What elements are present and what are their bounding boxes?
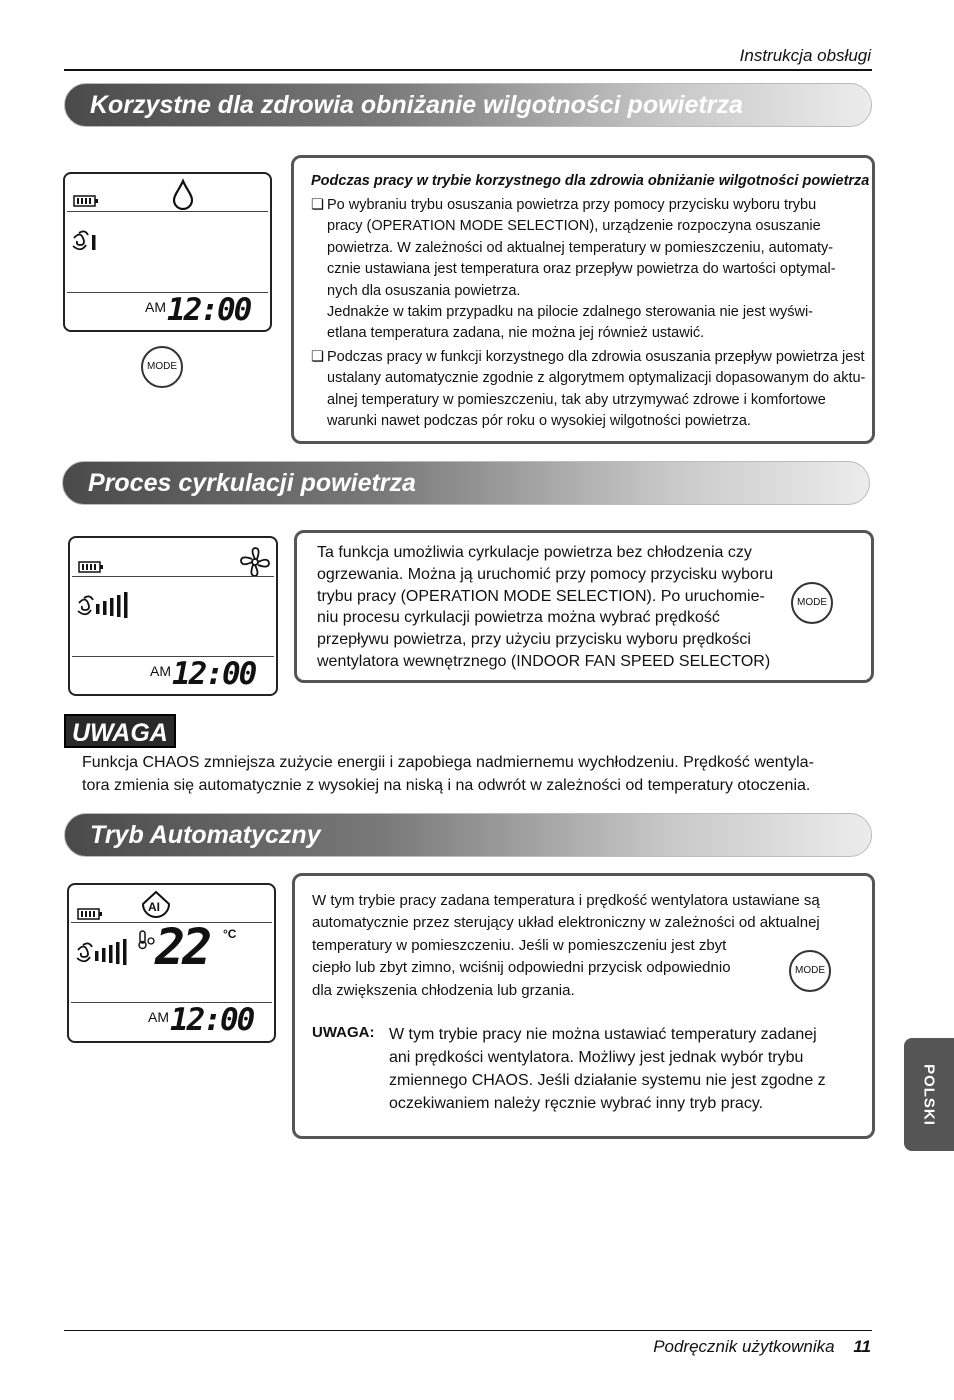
- header-rule: [64, 69, 872, 71]
- remote-display: [63, 172, 272, 332]
- info-text: [317, 542, 787, 673]
- mode-button[interactable]: MODE: [789, 950, 831, 992]
- bullet-item: [311, 195, 863, 345]
- text-line: powietrza. W zależności od aktualnej temperatury w pomieszczeniu, automaty-: [327, 239, 834, 256]
- bullet-item: [311, 347, 866, 433]
- lcd-divider: [67, 211, 268, 212]
- text-line: Po wybraniu trybu osuszania powietrza przy pomocy przycisku wyboru trybu: [327, 197, 817, 213]
- info-box-circulation: [294, 530, 874, 683]
- footer-rule: [64, 1330, 872, 1331]
- lcd-temperature: 22: [155, 918, 210, 976]
- text-line: ciepło lub zbyt zimno, wciśnij odpowiedni przycisk odpowiednio: [312, 959, 731, 977]
- text-line: alnej temperatury w pomieszczeniu, tak aby utrzymywać zdrowe i komfortowe: [327, 391, 826, 408]
- battery-icon: [73, 194, 99, 208]
- text-line: Funkcja CHAOS zmniejsza zużycie energii i zapobiega nadmiernemu wychłodzeniu. Prędkość wentyla-: [82, 754, 814, 771]
- lcd-time: 12:00: [170, 1002, 254, 1038]
- info-text: [312, 890, 857, 1002]
- text-line: pracy (OPERATION MODE SELECTION), urządzenie rozpoczyna osuszanie: [327, 218, 821, 235]
- lcd-divider: [72, 576, 274, 577]
- text-line: warunki nawet podczas pór roku o wysokiej wilgotności powietrza.: [327, 413, 751, 430]
- thermometer-icon: [137, 929, 157, 951]
- mode-button[interactable]: MODE: [791, 582, 833, 624]
- fan-icon: [238, 546, 272, 578]
- fan-speed-icon: [75, 937, 131, 971]
- section-title: Tryb Automatyczny: [90, 821, 321, 849]
- lcd-am: AM: [145, 299, 166, 315]
- lcd-time: 12:00: [172, 656, 256, 692]
- battery-icon: [77, 907, 103, 921]
- ai-icon: [139, 890, 169, 920]
- note-label: UWAGA:: [312, 1024, 375, 1041]
- text-line: nych dla osuszania powietrza.: [327, 282, 521, 299]
- lcd-am: AM: [148, 1009, 169, 1025]
- language-tab: [904, 1038, 954, 1151]
- language-label: POLSKI: [920, 1063, 938, 1126]
- text-line: automatycznie przez sterujący układ elektroniczny w zależności od aktualnej: [312, 914, 820, 932]
- fan-speed-icon: [76, 590, 132, 624]
- water-drop-icon: [170, 178, 196, 210]
- info-heading: Podczas pracy w trybie korzystnego dla zdrowia obniżanie wilgotności powietrza: [311, 173, 870, 189]
- checkbox-icon: ❏: [311, 197, 324, 213]
- text-line: etlana temperatura zadana, nie można jej również ustawić.: [327, 325, 705, 342]
- section-banner-auto: [64, 813, 872, 857]
- lcd-am: AM: [150, 663, 171, 679]
- remote-display: [68, 536, 278, 696]
- mode-button[interactable]: MODE: [141, 346, 183, 388]
- footer-text: Podręcznik użytkownika: [653, 1337, 835, 1356]
- text-line: niu procesu cyrkulacji powietrza można wybrać prędkość: [317, 609, 720, 627]
- text-line: Ta funkcja umożliwia cyrkulacje powietrza bez chłodzenia czy: [317, 544, 752, 561]
- text-line: Jednakże w takim przypadku na pilocie zdalnego sterowania nie jest wyświ-: [327, 304, 813, 321]
- uwaga-badge: UWAGA: [64, 714, 176, 748]
- text-line: tora zmienia się automatycznie z wysokiej na niską i na odwrót w zależności od temperatury otoczenia.: [82, 776, 811, 794]
- remote-display: [67, 883, 276, 1043]
- text-line: ani prędkości wentylatora. Możliwy jest jednak wybór trybu: [389, 1049, 804, 1066]
- note-text: [389, 1023, 859, 1115]
- text-line: W tym trybie pracy zadana temperatura i prędkość wentylatora ustawiane są: [312, 892, 820, 909]
- text-line: Podczas pracy w funkcji korzystnego dla zdrowia osuszania przepływ powietrza jest: [327, 348, 865, 365]
- temp-unit: °C: [223, 927, 237, 941]
- info-box-auto: [292, 873, 875, 1139]
- footer: [653, 1337, 871, 1357]
- text-line: ustalany automatycznie zgodnie z algorytmem optymalizacji dopasowanym do aktu-: [327, 370, 866, 387]
- section-title: Korzystne dla zdrowia obniżanie wilgotności powietrza: [90, 91, 743, 119]
- text-line: cznie ustawiana jest temperatura oraz przepływ powietrza do wartości optymal-: [327, 261, 836, 278]
- info-box-dehumidify: [291, 155, 875, 444]
- text-line: temperatury w pomieszczeniu. Jeśli w pomieszczeniu jest zbyt: [312, 936, 727, 954]
- uwaga-text: [82, 752, 882, 797]
- section-banner-circulation: [62, 461, 870, 505]
- checkbox-icon: ❏: [311, 348, 324, 365]
- header-title: Instrukcja obsługi: [739, 46, 871, 65]
- text-line: trybu pracy (OPERATION MODE SELECTION). Po uruchomie-: [317, 587, 765, 605]
- text-line: oczekiwaniem należy ręcznie wybrać inny tryb pracy.: [389, 1095, 764, 1112]
- lcd-time: 12:00: [167, 292, 251, 328]
- bullet-list: [311, 195, 866, 432]
- page-number: 11: [853, 1337, 871, 1356]
- text-line: przepływu powietrza, przy użyciu przycisku wyboru prędkości: [317, 631, 751, 649]
- text-line: W tym trybie pracy nie można ustawiać temperatury zadanej: [389, 1026, 817, 1043]
- fan-speed-icon: [71, 229, 103, 255]
- ai-label: AI: [148, 900, 160, 914]
- text-line: wentylatora wewnętrznego (INDOOR FAN SPEED SELECTOR): [317, 652, 771, 670]
- section-banner-dehumidify: [64, 83, 872, 127]
- battery-icon: [78, 560, 104, 574]
- text-line: ogrzewania. Można ją uruchomić przy pomocy przycisku wyboru: [317, 565, 774, 583]
- text-line: dla zwiększenia chłodzenia lub grzania.: [312, 981, 575, 999]
- text-line: zmiennego CHAOS. Jeśli działanie systemu nie jest zgodne z: [389, 1072, 826, 1089]
- section-title: Proces cyrkulacji powietrza: [88, 469, 416, 497]
